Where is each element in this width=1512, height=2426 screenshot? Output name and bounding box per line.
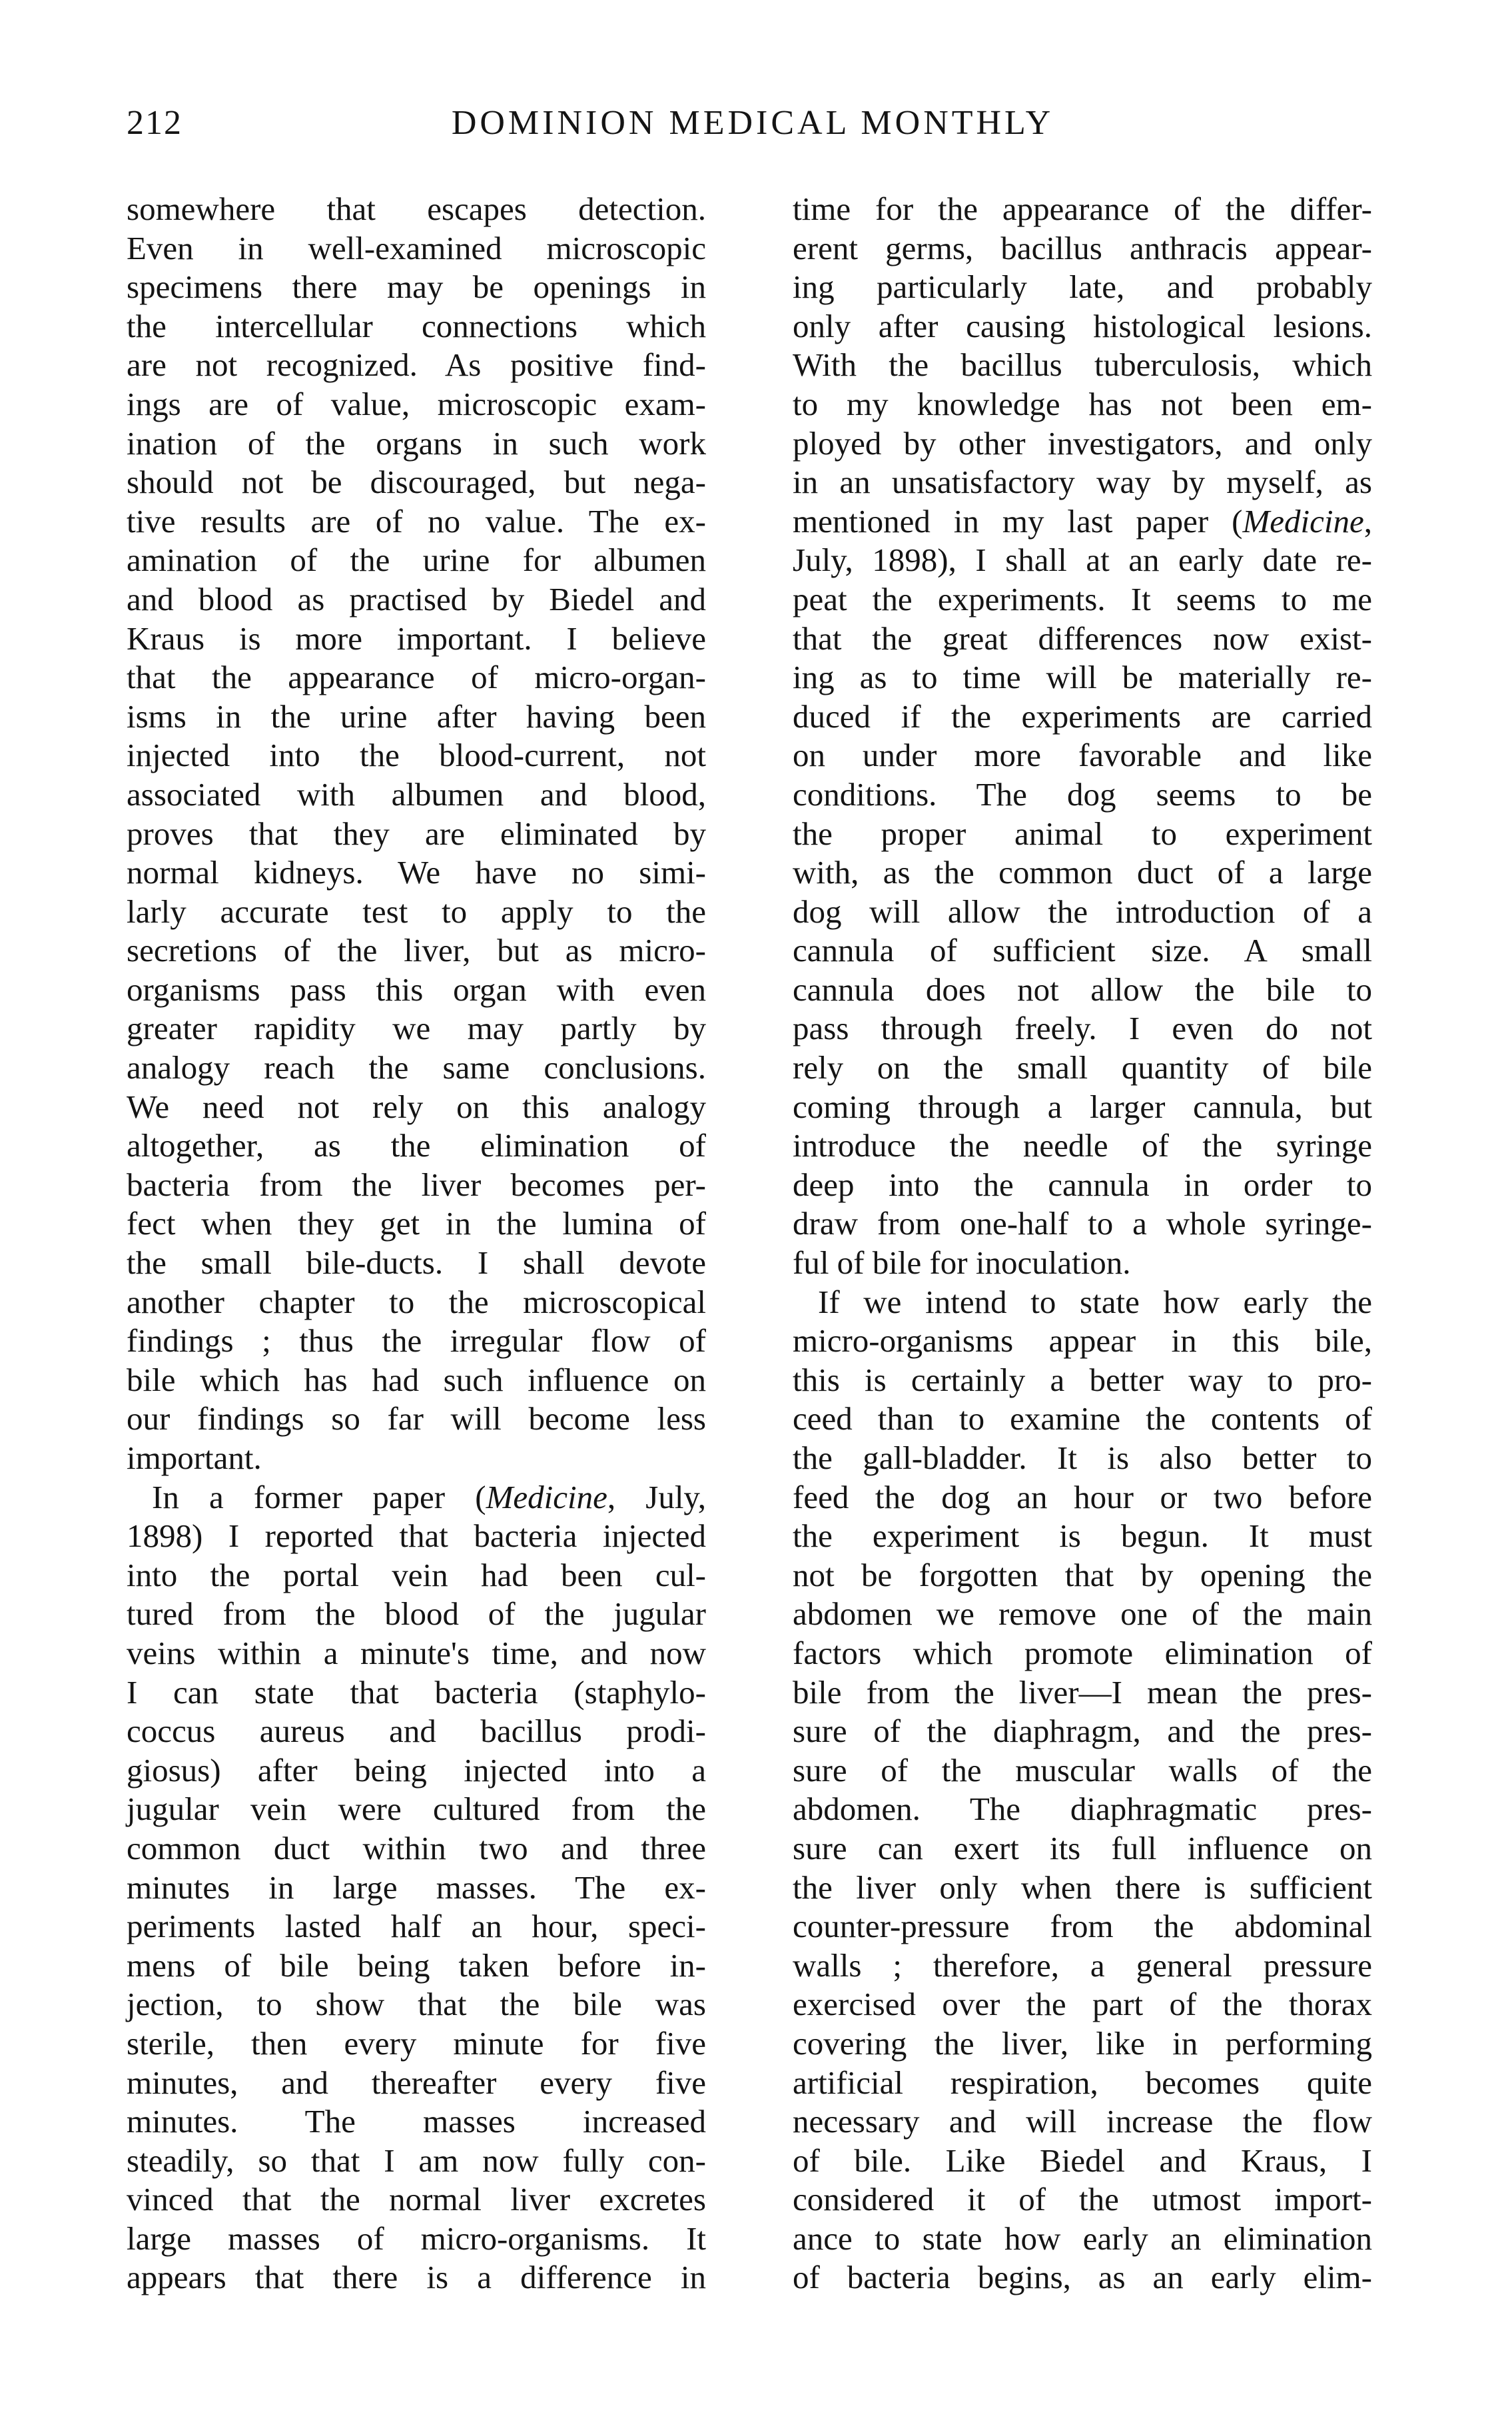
text-line: In a former paper (Medicine, July, xyxy=(152,1478,706,1515)
text-line: abdomen we remove one of the main xyxy=(793,1595,1372,1633)
text-line: another chapter to the microscopical xyxy=(127,1283,706,1320)
text-line: appears that there is a difference in xyxy=(127,2259,706,2296)
text-line: the intercellular connections which xyxy=(127,307,706,344)
text-line: cannula of sufficient size. A small xyxy=(793,932,1372,969)
text-line: on under more favorable and like xyxy=(793,737,1372,774)
text-line: important. xyxy=(127,1439,262,1476)
text-line: that the appearance of micro-organ- xyxy=(127,659,706,696)
text-line: the small bile-ducts. I shall devote xyxy=(127,1244,706,1282)
text-line: fect when they get in the lumina of xyxy=(127,1205,706,1242)
text-line: ing as to time will be materially re- xyxy=(793,659,1372,696)
text-line: this is certainly a better way to pro- xyxy=(793,1361,1372,1398)
text-line: With the bacillus tuberculosis, which xyxy=(793,346,1372,384)
text-line: micro-organisms appear in this bile, xyxy=(793,1322,1372,1360)
text-line: with, as the common duct of a large xyxy=(793,854,1372,891)
text-line: bacteria from the liver becomes per- xyxy=(127,1166,706,1203)
text-line: Kraus is more important. I believe xyxy=(127,619,706,657)
text-line: feed the dog an hour or two before xyxy=(793,1478,1372,1515)
text-line: mentioned in my last paper (Medicine, xyxy=(793,502,1372,540)
text-line: steadily, so that I am now fully con- xyxy=(127,2142,706,2179)
text-line: the liver only when there is sufficient xyxy=(793,1868,1372,1906)
text-line: secretions of the liver, but as micro- xyxy=(127,932,706,969)
text-line: draw from one-half to a whole syringe- xyxy=(793,1205,1372,1242)
text-line: ployed by other investigators, and only xyxy=(793,424,1372,462)
text-line: bile which has had such influence on xyxy=(127,1361,706,1398)
text-line: giosus) after being injected into a xyxy=(127,1751,706,1789)
text-line: bile from the liver—I mean the pres- xyxy=(793,1673,1372,1711)
text-line: time for the appearance of the differ- xyxy=(793,191,1372,227)
page-header xyxy=(127,103,1379,157)
text-line: minutes in large masses. The ex- xyxy=(127,1868,706,1906)
text-line: ceed than to examine the contents of xyxy=(793,1400,1372,1437)
text-line: tive results are of no value. The ex- xyxy=(127,502,706,540)
text-line: minutes. The masses increased xyxy=(127,2103,706,2140)
text-line: larly accurate test to apply to the xyxy=(127,893,706,930)
text-line: the gall-bladder. It is also better to xyxy=(793,1439,1372,1476)
text-line: Even in well-examined microscopic xyxy=(127,229,706,266)
text-line: the proper animal to experiment xyxy=(793,815,1372,852)
text-line: analogy reach the same conclusions. xyxy=(127,1049,706,1086)
text-line: ings are of value, microscopic exam- xyxy=(127,385,706,422)
text-line: sterile, then every minute for five xyxy=(127,2024,706,2062)
text-line: I can state that bacteria (staphylo- xyxy=(127,1673,706,1711)
text-line: mens of bile being taken before in- xyxy=(127,1946,706,1984)
text-line: If we intend to state how early the xyxy=(818,1283,1372,1320)
running-title: DOMINION MEDICAL MONTHLY xyxy=(451,104,1054,142)
text-line: greater rapidity we may partly by xyxy=(127,1010,706,1047)
text-line: and blood as practised by Biedel and xyxy=(127,580,706,617)
text-line: coccus aureus and bacillus prodi- xyxy=(127,1713,706,1750)
text-line: July, 1898), I shall at an early date re- xyxy=(793,542,1372,579)
text-line: ance to state how early an elimination xyxy=(793,2220,1372,2257)
text-line: isms in the urine after having been xyxy=(127,697,706,735)
text-line: only after causing histological lesions. xyxy=(793,307,1372,344)
text-line: rely on the small quantity of bile xyxy=(793,1049,1372,1086)
text-line: ing particularly late, and probably xyxy=(793,268,1372,306)
text-line: not be forgotten that by opening the xyxy=(793,1556,1372,1593)
text-line: our findings so far will become less xyxy=(127,1400,706,1437)
text-line: associated with albumen and blood, xyxy=(127,775,706,813)
text-line: counter-pressure from the abdominal xyxy=(793,1908,1372,1945)
text-line: exercised over the part of the thorax xyxy=(793,1986,1372,2023)
text-line: are not recognized. As positive find- xyxy=(127,346,706,384)
text-line: deep into the cannula in order to xyxy=(793,1166,1372,1203)
text-line: tured from the blood of the jugular xyxy=(127,1595,706,1633)
left-text-column xyxy=(127,190,706,2297)
text-line: that the great differences now exist- xyxy=(793,619,1372,657)
page-number: 212 xyxy=(127,104,183,142)
text-line: in an unsatisfactory way by myself, as xyxy=(793,464,1372,501)
text-line: should not be discouraged, but nega- xyxy=(127,464,706,501)
text-line: of bile. Like Biedel and Kraus, I xyxy=(793,2142,1372,2179)
text-line: specimens there may be openings in xyxy=(127,268,706,306)
text-line: normal kidneys. We have no simi- xyxy=(127,854,706,891)
text-line: cannula does not allow the bile to xyxy=(793,971,1372,1008)
text-line: walls ; therefore, a general pressure xyxy=(793,1946,1372,1984)
text-line: into the portal vein had been cul- xyxy=(127,1556,706,1593)
text-line: veins within a minute's time, and now xyxy=(127,1634,706,1671)
text-line: altogether, as the elimination of xyxy=(127,1127,706,1164)
text-line: findings ; thus the irregular flow of xyxy=(127,1322,706,1360)
text-line: common duct within two and three xyxy=(127,1829,706,1866)
text-line: peat the experiments. It seems to me xyxy=(793,580,1372,617)
text-line: erent germs, bacillus anthracis appear- xyxy=(793,229,1372,266)
text-line: ful of bile for inoculation. xyxy=(793,1244,1131,1282)
text-line: proves that they are eliminated by xyxy=(127,815,706,852)
text-line: introduce the needle of the syringe xyxy=(793,1127,1372,1164)
text-line: minutes, and thereafter every five xyxy=(127,2064,706,2101)
text-line: periments lasted half an hour, speci- xyxy=(127,1908,706,1945)
text-line: conditions. The dog seems to be xyxy=(793,775,1372,813)
text-line: duced if the experiments are carried xyxy=(793,697,1372,735)
text-line: coming through a larger cannula, but xyxy=(793,1088,1372,1125)
text-line: the experiment is begun. It must xyxy=(793,1517,1372,1555)
text-line: somewhere that escapes detection. xyxy=(127,191,706,227)
text-line: abdomen. The diaphragmatic pres- xyxy=(793,1791,1372,1828)
text-line: jugular vein were cultured from the xyxy=(127,1791,706,1828)
text-line: covering the liver, like in performing xyxy=(793,2024,1372,2062)
text-line: organisms pass this organ with even xyxy=(127,971,706,1008)
text-line: amination of the urine for albumen xyxy=(127,542,706,579)
text-line: dog will allow the introduction of a xyxy=(793,893,1372,930)
text-line: artificial respiration, becomes quite xyxy=(793,2064,1372,2101)
text-line: jection, to show that the bile was xyxy=(127,1986,706,2023)
text-line: ination of the organs in such work xyxy=(127,424,706,462)
text-line: of bacteria begins, as an early elim- xyxy=(793,2259,1372,2296)
text-line: injected into the blood-current, not xyxy=(127,737,706,774)
text-line: factors which promote elimination of xyxy=(793,1634,1372,1671)
text-line: necessary and will increase the flow xyxy=(793,2103,1372,2140)
text-line: vinced that the normal liver excretes xyxy=(127,2181,706,2218)
text-line: We need not rely on this analogy xyxy=(127,1088,706,1125)
text-line: sure of the diaphragm, and the pres- xyxy=(793,1713,1372,1750)
text-line: large masses of micro-organisms. It xyxy=(127,2220,706,2257)
text-line: to my knowledge has not been em- xyxy=(793,385,1372,422)
text-line: considered it of the utmost import- xyxy=(793,2181,1372,2218)
text-line: 1898) I reported that bacteria injected xyxy=(127,1517,706,1555)
text-line: pass through freely. I even do not xyxy=(793,1010,1372,1047)
text-line: sure of the muscular walls of the xyxy=(793,1751,1372,1789)
text-line: sure can exert its full influence on xyxy=(793,1829,1372,1866)
right-text-column xyxy=(793,190,1372,2297)
